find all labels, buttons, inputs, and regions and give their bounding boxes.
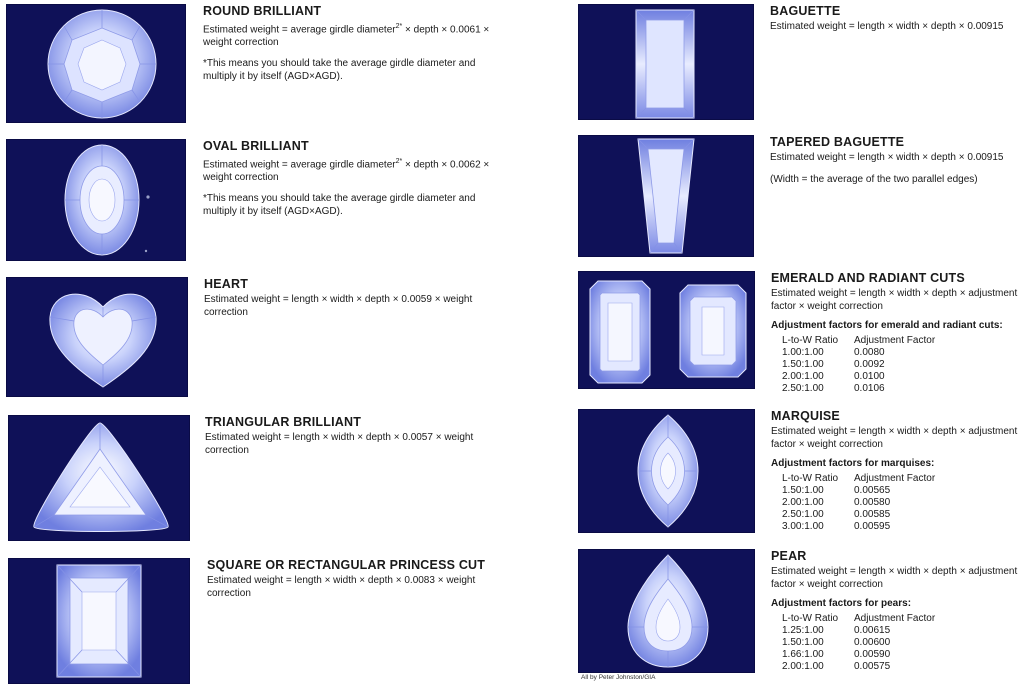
marquise-text xyxy=(771,409,1023,533)
ratio-cell: 1.50:1.00 xyxy=(782,484,824,496)
column-header: L-to-W Ratio xyxy=(782,334,839,346)
emerald-radiant-table xyxy=(782,335,1023,396)
marquise-table xyxy=(782,473,1023,534)
factor-cell: 0.0080 xyxy=(854,346,885,358)
table-header xyxy=(782,613,1023,625)
ratio-cell: 2.00:1.00 xyxy=(782,496,824,508)
pear-formula: Estimated weight = length × width × depth × adjustment factor × weight correction xyxy=(771,566,1018,590)
formula-part: × depth × 0.0062 × weight correction xyxy=(203,159,490,183)
table-row xyxy=(782,347,1023,359)
pear-title: PEAR xyxy=(771,549,807,563)
factor-cell: 0.00565 xyxy=(854,484,891,496)
pear-table xyxy=(782,613,1023,674)
table-row xyxy=(782,509,1023,521)
column-header: L-to-W Ratio xyxy=(782,612,839,624)
image-credit: All by Peter Johnston/GIA xyxy=(581,674,656,681)
oval-brilliant-formula xyxy=(203,156,493,184)
marquise-image xyxy=(578,409,755,533)
triangular-brilliant-title: TRIANGULAR BRILLIANT xyxy=(205,415,362,429)
factor-cell: 0.00595 xyxy=(854,521,891,533)
factor-cell: 0.00575 xyxy=(854,661,891,673)
heart-formula: Estimated weight = length × width × depth × 0.0059 × weight correction xyxy=(204,294,473,318)
marquise-formula: Estimated weight = length × width × depth × adjustment factor × weight correction xyxy=(771,426,1018,450)
oval-brilliant-image xyxy=(6,139,186,261)
pear-adjustment-heading: Adjustment factors for pears: xyxy=(771,598,912,609)
heart-title: HEART xyxy=(204,277,249,291)
princess-cut-image xyxy=(8,558,190,684)
table-row xyxy=(782,497,1023,509)
baguette-image xyxy=(578,4,754,120)
column-header: Adjustment Factor xyxy=(854,334,936,346)
princess-cut-text xyxy=(207,558,497,600)
table-row xyxy=(782,625,1023,637)
oval-brilliant-note: *This means you should take the average girdle diameter and multiply it by itself (AGD×AGD). xyxy=(203,193,476,217)
pear-text xyxy=(771,549,1023,673)
table-row xyxy=(782,637,1023,649)
emerald-radiant-adjustment-heading: Adjustment factors for emerald and radiant cuts: xyxy=(771,320,1003,331)
tapered-baguette-image xyxy=(578,135,754,257)
round-brilliant-note: *This means you should take the average girdle diameter and multiply it by itself (AGD×AGD). xyxy=(203,58,476,82)
tapered-baguette-formula: Estimated weight = length × width × depth × 0.00915 xyxy=(770,152,1004,163)
ratio-cell: 1.00:1.00 xyxy=(782,346,824,358)
table-row xyxy=(782,359,1023,371)
formula-superscript: 2* xyxy=(395,23,403,30)
factor-cell: 0.00615 xyxy=(854,624,891,636)
table-row xyxy=(782,485,1023,497)
column-header: Adjustment Factor xyxy=(854,612,936,624)
triangular-brilliant-formula: Estimated weight = length × width × depth × 0.0057 × weight correction xyxy=(205,432,474,456)
factor-cell: 0.00590 xyxy=(854,649,891,661)
princess-cut-title: SQUARE OR RECTANGULAR PRINCESS CUT xyxy=(207,558,486,572)
column-header: Adjustment Factor xyxy=(854,472,936,484)
round-brilliant-formula xyxy=(203,21,493,49)
emerald-radiant-formula: Estimated weight = length × width × depth × adjustment factor × weight correction xyxy=(771,288,1018,312)
ratio-cell: 3.00:1.00 xyxy=(782,521,824,533)
marquise-title: MARQUISE xyxy=(771,409,840,423)
factor-cell: 0.00580 xyxy=(854,496,891,508)
factor-cell: 0.0092 xyxy=(854,358,885,370)
ratio-cell: 2.00:1.00 xyxy=(782,661,824,673)
ratio-cell: 2.00:1.00 xyxy=(782,371,824,383)
baguette-title: BAGUETTE xyxy=(770,4,841,18)
formula-part: Estimated weight = average girdle diameter xyxy=(203,24,396,36)
tapered-baguette-note: (Width = the average of the two parallel edges) xyxy=(770,173,978,185)
pear-image xyxy=(578,549,755,673)
marquise-adjustment-heading: Adjustment factors for marquises: xyxy=(771,458,935,469)
triangular-brilliant-text xyxy=(205,415,495,457)
emerald-radiant-text xyxy=(771,271,1023,395)
table-row xyxy=(782,649,1023,661)
table-row xyxy=(782,521,1023,533)
factor-cell: 0.0100 xyxy=(854,371,885,383)
round-brilliant-image xyxy=(6,4,186,123)
round-brilliant-title: ROUND BRILLIANT xyxy=(203,4,322,18)
ratio-cell: 1.66:1.00 xyxy=(782,649,824,661)
tapered-baguette-title: TAPERED BAGUETTE xyxy=(770,135,905,149)
emerald-radiant-title: EMERALD AND RADIANT CUTS xyxy=(771,271,965,285)
formula-part: Estimated weight = average girdle diameter xyxy=(203,159,396,171)
formula-superscript: 2* xyxy=(395,158,403,165)
ratio-cell: 1.25:1.00 xyxy=(782,624,824,636)
oval-brilliant-text xyxy=(203,139,493,218)
oval-brilliant-title: OVAL BRILLIANT xyxy=(203,139,309,153)
factor-cell: 0.00600 xyxy=(854,636,891,648)
table-row xyxy=(782,383,1023,395)
baguette-text xyxy=(770,4,1020,34)
baguette-formula: Estimated weight = length × width × depth × 0.00915 xyxy=(770,21,1004,32)
factor-cell: 0.00585 xyxy=(854,509,891,521)
table-header xyxy=(782,335,1023,347)
ratio-cell: 1.50:1.00 xyxy=(782,636,824,648)
heart-image xyxy=(6,277,188,397)
heart-text xyxy=(204,277,494,319)
table-row xyxy=(782,661,1023,673)
princess-cut-formula: Estimated weight = length × width × depth × 0.0083 × weight correction xyxy=(207,575,476,599)
round-brilliant-text xyxy=(203,4,493,83)
column-header: L-to-W Ratio xyxy=(782,472,839,484)
triangular-brilliant-image xyxy=(8,415,190,541)
emerald-radiant-image xyxy=(578,271,755,389)
ratio-cell: 2.50:1.00 xyxy=(782,509,824,521)
ratio-cell: 1.50:1.00 xyxy=(782,358,824,370)
ratio-cell: 2.50:1.00 xyxy=(782,383,824,395)
table-row xyxy=(782,371,1023,383)
table-header xyxy=(782,473,1023,485)
formula-part: × depth × 0.0061 × weight correction xyxy=(203,24,490,48)
tapered-baguette-text xyxy=(770,135,1020,186)
factor-cell: 0.0106 xyxy=(854,383,885,395)
